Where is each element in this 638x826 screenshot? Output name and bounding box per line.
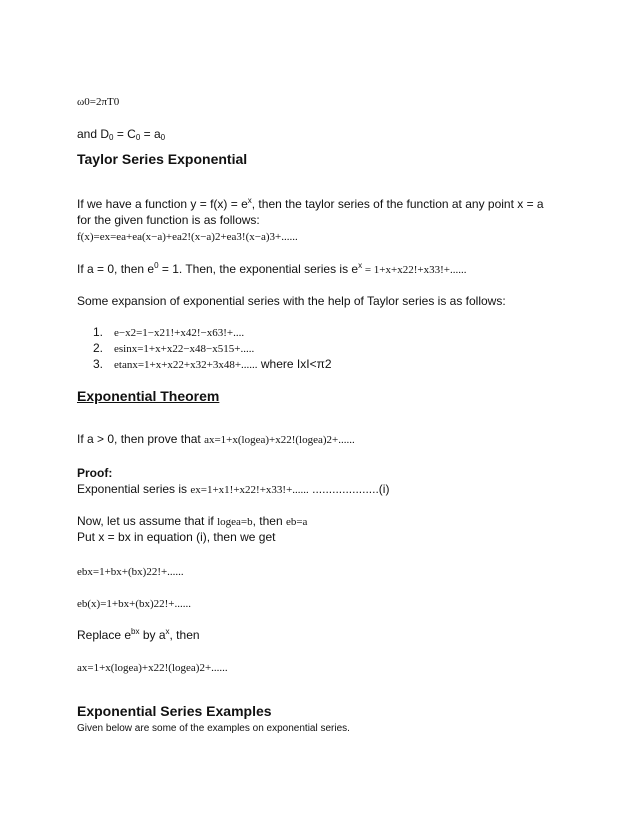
p8-part-b: by a (139, 628, 166, 642)
paragraph-function-intro (77, 197, 544, 211)
proof-label: Proof: (77, 466, 113, 480)
list-item (93, 341, 254, 356)
d-equation-mid1: = C (113, 127, 136, 141)
heading-taylor-series: Taylor Series Exponential (77, 151, 248, 167)
p8-part-c: , then (169, 628, 200, 642)
list-item (93, 357, 332, 372)
p5-part-a: Exponential series is (77, 482, 191, 496)
taylor-formula: f(x)=ex=ea+ea(x−a)+ea2!(x−a)2+ea3!(x−a)3+...... (77, 231, 298, 243)
paragraph-function-intro-line2: for the given function is as follows: (77, 213, 260, 227)
d-equation-mid2: = a (140, 127, 161, 141)
paragraph-assume (77, 514, 307, 529)
p8-superscript-1: bx (131, 627, 140, 636)
paragraph-expansion-intro: Some expansion of exponential series with the help of Taylor series is as follows: (77, 294, 506, 308)
list-formula: e−x2=1−x21!+x42!−x63!+.... (114, 327, 245, 339)
list-tail: where IxI<π2 (257, 357, 332, 371)
paragraph-replace (77, 628, 200, 642)
p1-part-b: , then the taylor series of the function at any point x = a (251, 197, 544, 211)
p2-part-a: If a = 0, then e (77, 262, 155, 276)
p1-superscript: x (247, 196, 252, 205)
omega-formula: ω0=2πT0 (77, 96, 120, 108)
list-item (93, 325, 244, 340)
p2-part-b: = 1. Then, the exponential series is e (158, 262, 359, 276)
heading-exponential-theorem: Exponential Theorem (77, 388, 220, 404)
paragraph-put: Put x = bx in equation (i), then we get (77, 530, 276, 544)
d-equation-prefix: and D (77, 127, 110, 141)
paragraph-examples-intro: Given below are some of the examples on exponential series. (77, 723, 350, 734)
c-subscript: 0 (135, 133, 141, 142)
exponential-series-formula: = 1+x+x22!+x33!+...... (362, 264, 467, 276)
paragraph-exponential-series (77, 482, 389, 497)
p8-part-a: Replace e (77, 628, 132, 642)
ebx-formula: ebx=1+bx+(bx)22!+...... (77, 566, 184, 578)
d-subscript: 0 (109, 133, 114, 142)
ax-formula: ax=1+x(logea)+x22!(logea)2+...... (77, 662, 228, 674)
list-formula: etanx=1+x+x22+x32+3x48+...... (114, 359, 258, 371)
proof-formula: ex=1+x1!+x22!+x33!+...... (190, 484, 309, 496)
p4-part-a: If a > 0, then prove that (77, 432, 205, 446)
equation-reference: ....................(i) (308, 482, 390, 496)
a-subscript: 0 (160, 133, 166, 142)
p6-part-b: , then (252, 514, 286, 528)
eb-formula: eb=a (285, 516, 308, 528)
ebx-formula-2: eb(x)=1+bx+(bx)22!+...... (77, 598, 192, 610)
p2-superscript-1: 0 (154, 261, 159, 270)
p1-part-a: If we have a function y = f(x) = e (77, 197, 248, 211)
list-number: 2. (93, 341, 104, 355)
p6-part-a: Now, let us assume that if (77, 514, 218, 528)
p2-superscript-2: x (358, 261, 363, 270)
theorem-formula: ax=1+x(logea)+x22!(logea)2+...... (204, 434, 355, 446)
list-number: 1. (93, 325, 104, 339)
log-formula: logea=b (217, 516, 253, 528)
p8-superscript-2: x (165, 627, 170, 636)
d-equation (77, 127, 165, 145)
heading-examples: Exponential Series Examples (77, 703, 272, 719)
paragraph-prove (77, 432, 355, 447)
paragraph-a-zero (77, 262, 466, 277)
list-number: 3. (93, 357, 104, 371)
list-formula: esinx=1+x+x22−x48−x515+..... (114, 343, 255, 355)
